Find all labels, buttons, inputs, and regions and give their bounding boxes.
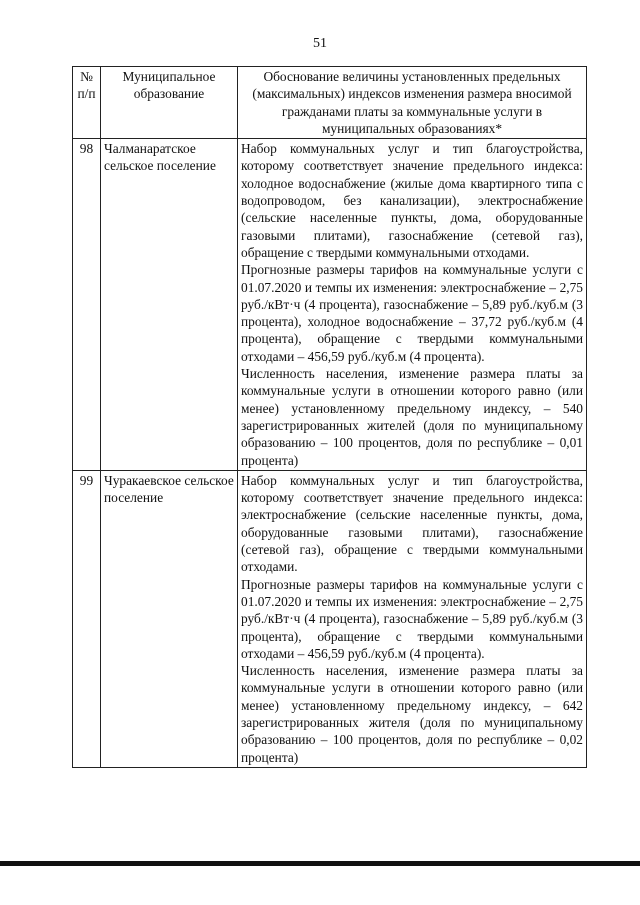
row-justification: [238, 470, 587, 767]
page-bottom-border: [0, 861, 640, 866]
table-header-row: [73, 67, 587, 139]
utility-set-paragraph: Набор коммунальных услуг и тип благоустройства, которому соответствует значение предельного индекса: холодное водоснабжение (жилые дома квартирного типа с водопроводом, без канализации), электроснабжение (сельские населенные пункты, дома, оборудованные газовыми плитами), газоснабжение (сетевой газ), обращение с твердыми коммунальными отходами.: [241, 141, 583, 260]
row-number: 98: [73, 139, 101, 471]
row-municipality: Чалманаратское сельское поселение: [101, 139, 238, 471]
header-municipality: Муниципальное образование: [101, 67, 238, 139]
table-row: [73, 470, 587, 767]
population-paragraph: Численность населения, изменение размера платы за коммунальные услуги в отношении которого равно (или менее) установленному предельному индексу, – 642 зарегистрированных жителя (доля по муниципальному образованию – 100 процентов, доля по республике – 0,02 процента): [241, 663, 583, 765]
table-row: [73, 139, 587, 471]
tariff-forecast-paragraph: Прогнозные размеры тарифов на коммунальные услуги с 01.07.2020 и темпы их изменения: электроснабжение – 2,75 руб./кВт·ч (4 процента), газоснабжение – 5,89 руб./куб.м (3 процента), обращение с твердыми коммунальными отходами – 456,59 руб./куб.м (4 процента).: [241, 576, 583, 661]
header-number: № п/п: [73, 67, 101, 139]
row-municipality: Чуракаевское сельское поселение: [101, 470, 238, 767]
population-paragraph: Численность населения, изменение размера платы за коммунальные услуги в отношении которого равно (или менее) установленному предельному индексу, – 540 зарегистрированных жителей (доля по муниципальному образованию – 100 процентов, доля по республике – 0,01 процента): [241, 366, 583, 468]
tariff-index-table: [72, 66, 587, 768]
tariff-forecast-paragraph: Прогнозные размеры тарифов на коммунальные услуги с 01.07.2020 и темпы их изменения: электроснабжение – 2,75 руб./кВт·ч (4 процента), газоснабжение – 5,89 руб./куб.м (3 процента), холодное водоснабжение – 37,72 руб./куб.м (4 процента), обращение с твердыми коммунальными отходами – 456,59 руб./куб.м (4 процента).: [241, 262, 583, 364]
utility-set-paragraph: Набор коммунальных услуг и тип благоустройства, которому соответствует значение предельного индекса: электроснабжение (сельские населенные пункты, дома, оборудованные газовыми плитами), газоснабжение (сетевой газ), обращение с твердыми коммунальными отходами.: [241, 472, 583, 575]
page-number: 51: [313, 36, 327, 51]
row-number: 99: [73, 470, 101, 767]
header-justification: Обоснование величины установленных предельных (максимальных) индексов изменения размера вносимой гражданами платы за коммунальные услуги в муниципальных образованиях*: [238, 67, 587, 139]
row-justification: [238, 139, 587, 471]
